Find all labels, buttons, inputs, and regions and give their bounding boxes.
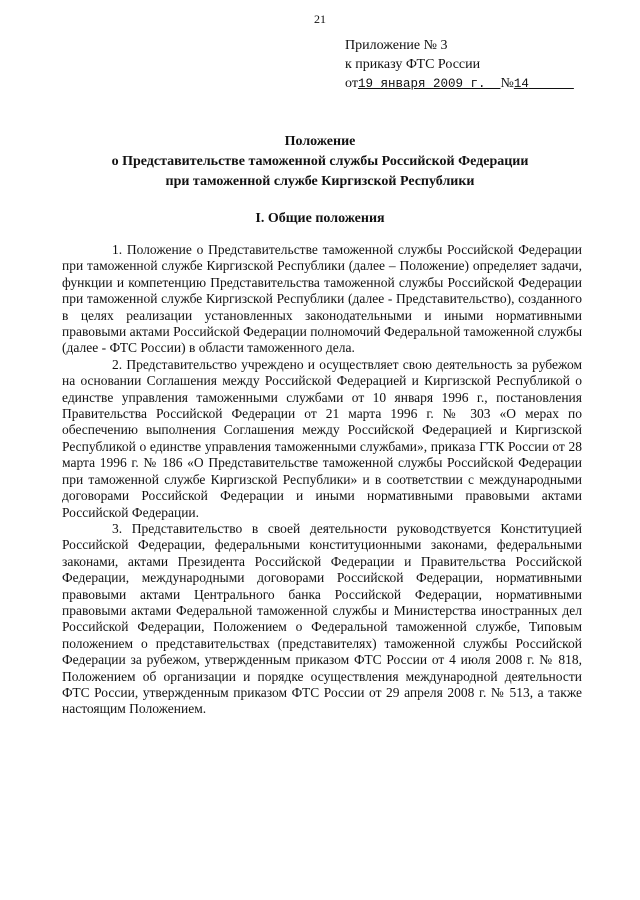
section-heading: I. Общие положения <box>255 211 385 226</box>
appendix-header <box>345 36 574 94</box>
document-body <box>62 242 582 718</box>
paragraph-3: 3. Представительство в своей деятельности руководствуется Конституцией Российской Федерации, федеральными конституционными законами, федеральными законами, актами Президента Российской Федерации и Правительства Российской Федерации, международными договорами Российской Федерации, нормативными правовыми актами Центрального банка Российской Федерации, нормативными правовыми актами Федеральной таможенной службы и Министерства иностранных дел Российской Федерации, Положением о Федеральной таможенной службе, Типовым положением о представительствах (представителях) таможенной службы Российской Федерации за рубежом, утвержденным приказом ФТС России от 4 июля 2008 г. № 818, Положением об организации и порядке осуществления международной деятельности ФТС России, утвержденным приказом ФТС России от 29 апреля 2008 г. № 513, а также настоящим Положением. <box>62 520 582 717</box>
document-title <box>0 132 640 192</box>
appendix-title: Приложение № 3 <box>345 38 448 53</box>
title-line-2: о Представительстве таможенной службы Российской Федерации <box>111 154 529 169</box>
order-date: 19 января 2009 г. <box>357 77 486 91</box>
order-prefix: от <box>345 76 358 91</box>
order-number: 14 <box>513 77 529 91</box>
paragraph-2: 2. Представительство учреждено и осуществляет свою деятельность за рубежом на основании Соглашения между Российской Федерацией и Киргизской Республикой о единстве управления таможенными службами от 10 января 1996 г., постановления Правительства Российской Федерации от 21 марта 1996 г. № 303 «О мерах по обеспечению выполнения Соглашения между Российской Федерацией и Киргизской Республикой о единстве управления таможенными службами», приказа ГТК России от 28 марта 1996 г. № 186 «О Представительстве таможенной службы Российской Федерации при таможенной службе Киргизской Республики» и в соответствии с международными договорами Российской Федерации и иными нормативными правовыми актами Российской Федерации. <box>62 356 582 520</box>
title-line-3: при таможенной службе Киргизской Республики <box>165 174 475 189</box>
order-number-prefix: № <box>500 76 514 91</box>
title-line-1: Положение <box>284 134 356 149</box>
paragraph-1: 1. Положение о Представительстве таможенной службы Российской Федерации при таможенной службе Киргизской Республики (далее – Положение) определяет задачи, функции и компетенцию Представительства таможенной службы Российской Федерации при таможенной службе Киргизской Республики (далее - Представительство), созданного в целях реализации установленных законодательными и иными нормативными правовыми актами Российской Федерации полномочий Федеральной таможенной службы (далее - ФТС России) в области таможенного дела. <box>62 242 583 356</box>
page-number: 21 <box>314 12 326 26</box>
appendix-order-reference: к приказу ФТС России <box>345 57 481 72</box>
appendix-order-details <box>345 74 574 94</box>
